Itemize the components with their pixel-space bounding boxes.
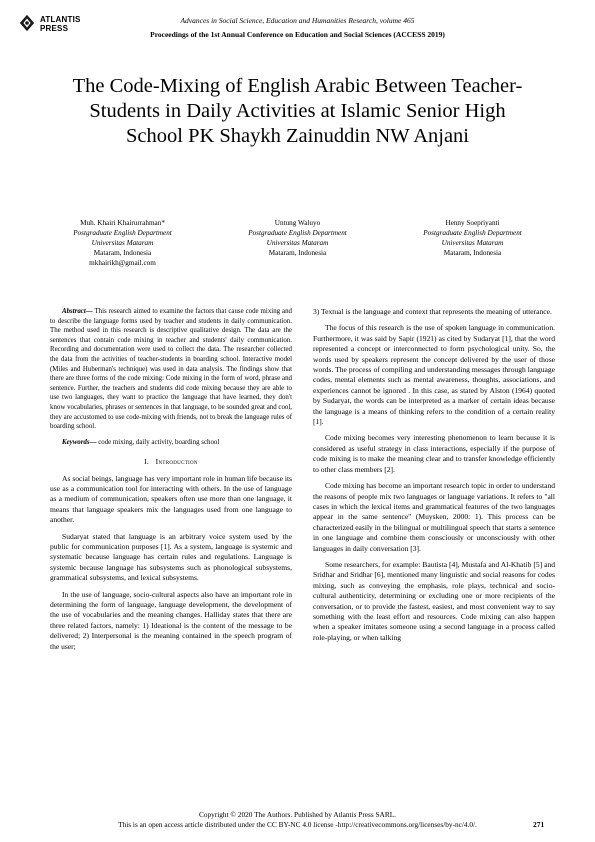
abstract bbox=[50, 307, 292, 432]
publisher-name-line2: PRESS bbox=[40, 24, 69, 33]
left-column bbox=[50, 307, 292, 658]
author-department: Postgraduate English Department bbox=[423, 229, 522, 237]
copyright-notice: Copyright © 2020 The Authors. Published by Atlantis Press SARL. bbox=[199, 810, 396, 819]
right-column bbox=[313, 307, 555, 649]
paper-title: The Code-Mixing of English Arabic Between Teacher-Students in Daily Activities at Islamic Senior High School PK Shaykh Zainuddin NW Anjani bbox=[72, 75, 523, 147]
proceedings-header: Proceedings of the 1st Annual Conference on Education and Social Sciences (ACCESS 2019) bbox=[150, 30, 445, 39]
author-university: Universitas Mataram bbox=[266, 239, 329, 247]
keywords-label: Keywords— bbox=[62, 438, 97, 446]
author-university: Universitas Mataram bbox=[91, 239, 154, 247]
license-notice: This is an open access article distributed under the CC BY-NC 4.0 license -http://creativecommons.org/licenses/by-nc/4.0/. bbox=[118, 820, 477, 829]
author-university: Universitas Mataram bbox=[441, 239, 504, 247]
series-header: Advances in Social Science, Education and Humanities Research, volume 465 bbox=[180, 16, 415, 25]
keywords-text: code mixing, daily activity, boarding school bbox=[96, 438, 220, 446]
paragraph: The focus of this research is the use of spoken language in communication. Furthermore, it was said by Sapir (1921) as cited by Sudaryat [1], that the word represented a concept or interconnected to form psychological unity. So, the words used by speakers represent the concept delivered by the user of those words. The process of compiling and understanding messages through language codes, mental elements such as mental awareness, thoughts, associations, and experiences cannot be ignored . In this case, as stated by Alston (1964) quoted by Sudaryat, the words can be interpreted as a marker of certain ideas because the language is a means of thinking refers to the condition of a certain reality [1]. bbox=[313, 323, 555, 427]
author-name: Henny Soepriyanti bbox=[445, 219, 500, 227]
paragraph: In the use of language, socio-cultural aspects also have an important role in determining the form of language, language development, the development of the use of vocabularies and the meaning changes. Halliday states that there are three related factors, namely: 1) Ideational is the content of the message to be delivered; 2) Interpersonal is the meaning contained in the speech program of the user; bbox=[50, 589, 292, 651]
page-number: 271 bbox=[533, 820, 545, 829]
author-3 bbox=[390, 218, 555, 268]
publisher-name-line1: ATLANTIS bbox=[40, 15, 81, 24]
paragraph: Code mixing has become an important research topic in order to understand the reasons of people mix two languages or language variations. It refers to "all cases in which the lexical items and grammatical features of the two languages appear in the same sentence" (Muysken, 2000: 1). This process can be characterized easily in the bilingual or multilingual speech that starts a sentence in one language and combine them consciously or unconsciously with other languages in daily conversation [3]. bbox=[313, 481, 555, 553]
keywords bbox=[50, 438, 292, 448]
author-department: Postgraduate English Department bbox=[73, 229, 172, 237]
page-footer bbox=[0, 810, 595, 830]
section-title: Introduction bbox=[155, 457, 198, 467]
abstract-label: Abstract— bbox=[62, 308, 93, 315]
section-heading bbox=[50, 457, 292, 467]
author-email[interactable]: mkhairikh@gmail.com bbox=[89, 259, 156, 267]
paragraph: As social beings, language has very important role in human life because its use as a communication tool for interacting with others. In the use of language as a medium of communication, speakers often use more than one language, it means that language speakers mix the languages used from one language to another. bbox=[50, 473, 292, 525]
author-name: Muh. Khairi Khairurrahman* bbox=[80, 219, 165, 227]
section-number: I. bbox=[144, 457, 150, 467]
paragraph: Some researchers, for example: Bautista [4], Mustafa and Al-Khatib [5] and Sridhar and Sridhar [6], mentioned many linguistic and social reasons for codes mixing, such as conveying the emphasis, role plays, technical and socio-cultural authenticity, determining or excluding one or more recipients of the conversation, or to provide the fastest, easiest, and most convenient way to say something with the least effort and resources. Code mixing can also happen when a speaker imitates someone using a second language in a process called role-playing, or when talking bbox=[313, 559, 555, 642]
abstract-text: This research aimed to examine the factors that cause code mixing and to describe the language forms used by teacher and students in daily communication. The method used in this research is descriptive qualitative design. The data are the sentences that contain code mixing in teacher and students' daily communication. Recording and documentation were used to collect the data. The researcher collected the data from the activities of teacher-students in boarding school. Interactive model (Miles and Huberman's technique) was used in data analysis. The findings show that there are three forms of the code mixing: Code mixing in the form of word, phrase and sentence. Further, the teachers and students did code mixing because they are able to use two languages, they want to practice the language that have learned, they don't know vocabularies, phrases or sentences in that language, to be sounded great and cool, they are accustomed to use code-mixing with friends, not to break the language rules of boarding school. bbox=[50, 308, 292, 431]
author-2 bbox=[215, 218, 380, 268]
author-name: Untung Waluyo bbox=[274, 219, 321, 227]
paragraph: Code mixing becomes very interesting phenomenon to learn because it is considered as useful strategy in class interactions, especially if the purpose of code mixing is to make the meaning clear and to transfer knowledge efficiently to other class members [2]. bbox=[313, 433, 555, 474]
author-block bbox=[40, 218, 555, 268]
author-city: Mataram, Indonesia bbox=[443, 249, 502, 257]
author-1 bbox=[40, 218, 205, 268]
author-department: Postgraduate English Department bbox=[248, 229, 347, 237]
author-city: Mataram, Indonesia bbox=[93, 249, 152, 257]
author-city: Mataram, Indonesia bbox=[268, 249, 327, 257]
paragraph: Sudaryat stated that language is an arbitrary voice system used by the public for communication purposes [1]. As a system, language is systemic and systematic because language has certain rules and regulations. Language is systemic because language has subsystems such as phonological subsystems, grammatical subsystems, and lexical subsystems. bbox=[50, 531, 292, 583]
paragraph: 3) Textual is the language and context that represents the meaning of utterance. bbox=[313, 307, 552, 316]
